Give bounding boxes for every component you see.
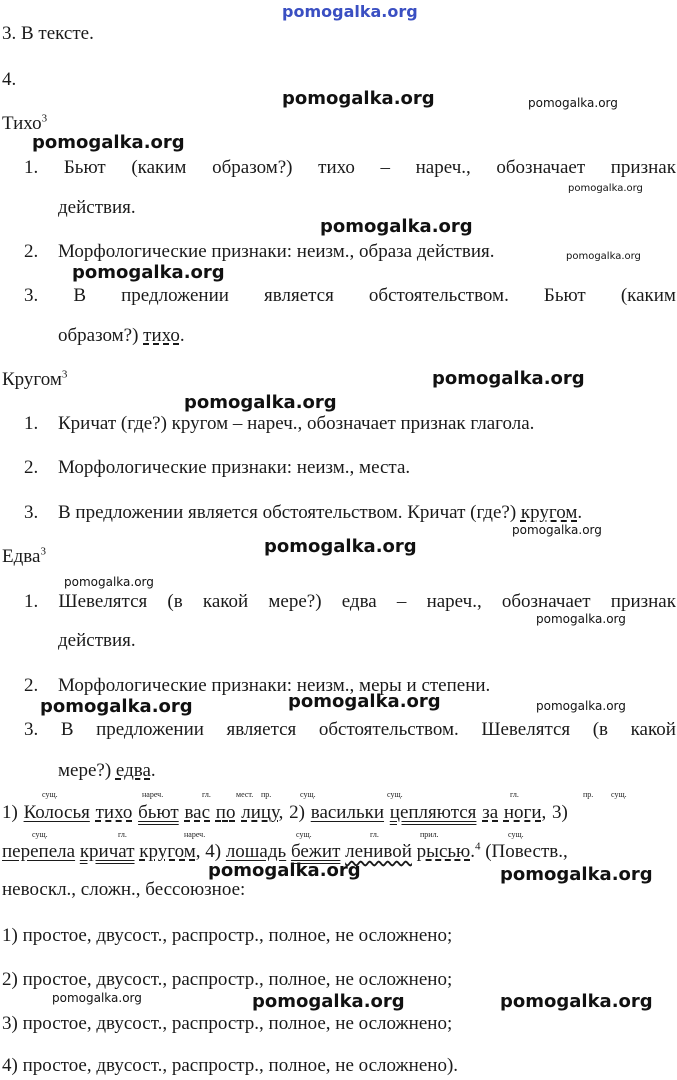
- krugom-point-3-text: В предложении является обстоятельством. Кричат (где?) кругом.: [58, 502, 583, 523]
- word: предложении: [121, 285, 229, 306]
- pos-label: сущ.: [300, 790, 316, 799]
- word: нареч.,: [415, 157, 471, 178]
- pos-label: мест.: [236, 790, 254, 799]
- predicate-word: бьют: [138, 802, 179, 823]
- word: признак: [610, 157, 676, 178]
- subject-word: васильки: [310, 802, 385, 823]
- word: признак: [610, 591, 676, 612]
- summary-line-1: 1) простое, двусост., распростр., полное, не осложнено;: [2, 925, 453, 946]
- watermark: pomogalka.org: [536, 612, 626, 626]
- watermark: pomogalka.org: [320, 216, 473, 237]
- watermark: pomogalka.org: [432, 368, 585, 389]
- krugom-point-3-number: 3.: [24, 502, 39, 523]
- watermark: pomogalka.org: [208, 860, 361, 881]
- watermark: pomogalka.org: [72, 262, 225, 283]
- word: 3.: [24, 719, 39, 740]
- item-3-text: 3. В тексте.: [2, 23, 94, 44]
- edva-point-1-line-1: [24, 590, 676, 614]
- pos-label: сущ.: [508, 830, 524, 839]
- watermark: pomogalka.org: [512, 523, 602, 537]
- parse-line-3: невоскл., сложн., бессоюзное:: [2, 879, 246, 900]
- krugom-point-2-number: 2.: [24, 457, 39, 478]
- word: Бьют: [543, 285, 586, 306]
- section-title-krugom: Кругом$^3$: [2, 368, 68, 390]
- edva-point-3-line-1: [24, 718, 676, 742]
- word: 1.: [24, 591, 39, 612]
- parse-line-1: 1) Колосья тихо бьют вас по лицу, 2) васильки цепляются за ноги, 3): [2, 802, 568, 823]
- pos-label: пр.: [583, 790, 594, 799]
- watermark: pomogalka.org: [500, 864, 653, 885]
- watermark: pomogalka.org: [568, 183, 643, 194]
- word: (каким: [131, 157, 187, 178]
- tikho-point-2-text: Морфологические признаки: неизм., образа действия.: [58, 241, 495, 262]
- pos-label: гл.: [510, 790, 519, 799]
- word: Шевелятся: [481, 719, 571, 740]
- word: является: [264, 285, 334, 306]
- predicate-word: цепляются: [389, 802, 477, 823]
- word: (каким: [620, 285, 676, 306]
- edva-point-2-text: Морфологические признаки: неизм., меры и степени.: [58, 675, 491, 696]
- word: (в: [167, 591, 183, 612]
- watermark: pomogalka.org: [252, 991, 405, 1012]
- watermark: pomogalka.org: [32, 132, 185, 153]
- pos-label: пр.: [261, 790, 272, 799]
- watermark: pomogalka.org: [288, 691, 441, 712]
- word: обстоятельством.: [368, 285, 509, 306]
- word: Бьют: [63, 157, 106, 178]
- watermark-top: pomogalka.org: [282, 2, 418, 21]
- word: тихо: [318, 157, 355, 178]
- parse-line-2: перепела кричат кругом, 4) лошадь бежит ленивой рысью.$^4$ (Повеств.,: [2, 840, 568, 862]
- krugom-point-1-number: 1.: [24, 413, 39, 434]
- subject-word: перепела: [2, 841, 76, 862]
- edva-point-3-line-2: мере?) едва.: [58, 760, 156, 781]
- watermark: pomogalka.org: [40, 696, 193, 717]
- pos-label: прил.: [420, 830, 439, 839]
- tikho-point-1-line-1: [24, 156, 676, 180]
- pos-label: гл.: [370, 830, 379, 839]
- summary-line-2: 2) простое, двусост., распростр., полное, не осложнено;: [2, 969, 453, 990]
- underlined-word-tikho: тихо: [143, 325, 180, 346]
- watermark: pomogalka.org: [566, 251, 641, 262]
- word: едва: [341, 591, 377, 612]
- word: является: [226, 719, 297, 740]
- edva-point-1-line-2: действия.: [58, 630, 136, 651]
- subject-word: лошадь: [225, 841, 287, 862]
- word: (в: [592, 719, 609, 740]
- pos-label: нареч.: [184, 830, 206, 839]
- tikho-point-3-line-1: [24, 284, 676, 308]
- watermark: pomogalka.org: [64, 575, 154, 589]
- predicate-word: бежит: [290, 841, 341, 862]
- watermark: pomogalka.org: [184, 392, 337, 413]
- word: какой: [202, 591, 249, 612]
- word: Шевелятся: [58, 591, 148, 612]
- word: обстоятельством.: [318, 719, 459, 740]
- summary-line-4: 4) простое, двусост., распростр., полное, не осложнено).: [2, 1055, 459, 1076]
- word: –: [396, 591, 407, 612]
- pos-label: гл.: [118, 830, 127, 839]
- watermark: pomogalka.org: [264, 536, 417, 557]
- tikho-point-2-number: 2.: [24, 241, 39, 262]
- watermark: pomogalka.org: [52, 991, 142, 1005]
- word: обозначает: [501, 591, 591, 612]
- krugom-point-1-text: Кричат (где?) кругом – нареч., обозначает признак глагола.: [58, 413, 535, 434]
- word: мере?): [268, 591, 322, 612]
- pos-label: нареч.: [142, 790, 164, 799]
- pos-label: сущ.: [32, 830, 48, 839]
- section-title-tikho: Тихо$^3$: [2, 112, 48, 134]
- pos-label: сущ.: [387, 790, 403, 799]
- pos-label: сущ.: [611, 790, 627, 799]
- section-title-edva: Едва$^3$: [2, 545, 46, 567]
- pos-label: сущ.: [42, 790, 58, 799]
- tikho-point-1-line-2: действия.: [58, 197, 136, 218]
- pos-label: гл.: [202, 790, 211, 799]
- word: 3.: [24, 285, 39, 306]
- word: какой: [630, 719, 676, 740]
- watermark: pomogalka.org: [282, 88, 435, 109]
- underlined-word-krugom: кругом: [520, 502, 578, 523]
- word: обозначает: [496, 157, 586, 178]
- predicate-word: кричат: [79, 841, 135, 862]
- pos-label: сущ.: [296, 830, 312, 839]
- word: –: [380, 157, 391, 178]
- item-4-number: 4.: [2, 69, 17, 90]
- underlined-word-edva: едва: [115, 760, 151, 781]
- watermark: pomogalka.org: [500, 991, 653, 1012]
- edva-point-2-number: 2.: [24, 675, 39, 696]
- word: 1.: [24, 157, 39, 178]
- word: предложении: [96, 719, 204, 740]
- watermark: pomogalka.org: [536, 699, 626, 713]
- watermark: pomogalka.org: [528, 96, 618, 110]
- subject-word: Колосья: [23, 802, 90, 823]
- summary-line-3: 3) простое, двусост., распростр., полное, не осложнено;: [2, 1013, 453, 1034]
- word: В: [73, 285, 87, 306]
- word: образом?): [212, 157, 293, 178]
- word: нареч.,: [426, 591, 482, 612]
- krugom-point-2-text: Морфологические признаки: неизм., места.: [58, 457, 411, 478]
- word: В: [60, 719, 74, 740]
- tikho-point-3-line-2: образом?) тихо.: [58, 325, 185, 346]
